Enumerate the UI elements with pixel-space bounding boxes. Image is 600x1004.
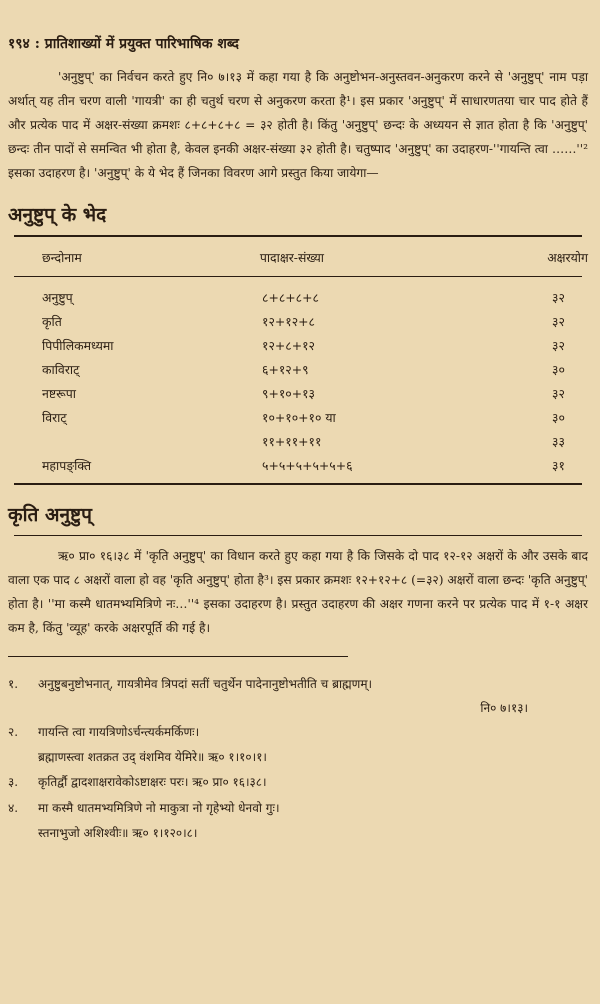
col-header-syllables: पादाक्षर-संख्या xyxy=(259,250,325,265)
footnotes xyxy=(8,671,588,845)
cell-total: ३२ xyxy=(552,385,565,401)
cell-syllables: ९+१०+१३ xyxy=(262,385,315,401)
table-bottom-rule xyxy=(14,483,582,485)
table-header-rule xyxy=(14,276,582,277)
cell-syllables: १२+१२+८ xyxy=(262,313,315,329)
footnote-text: गायन्ति त्वा गायत्रिणोऽर्चन्त्यर्कमर्किणः। xyxy=(38,725,200,739)
footnote-number: २. xyxy=(8,725,19,739)
metre-table xyxy=(8,237,588,276)
footnote-number: ४. xyxy=(8,801,19,815)
cell-name: अनुष्टुप् xyxy=(42,289,73,305)
footnote-text: मा कस्मै धातमभ्यमित्रिणे नो माकुत्रा नो गृहेभ्यो धेनवो गुः। xyxy=(38,801,280,815)
cell-total: ३१ xyxy=(552,457,565,473)
kriti-paragraph xyxy=(8,544,588,640)
intro-paragraph xyxy=(8,65,588,185)
cell-name xyxy=(8,429,242,453)
cell-name: विराट् xyxy=(42,409,67,425)
intro-text: 'अनुष्टुप्' का निर्वचन करते हुए नि० ७।१३ में कहा गया है कि अनुष्टोभन-अनुस्तवन-अनुकरण करने से 'अनुष्टुप्' नाम पड़ा अर्थात् यह तीन चरण वाली 'गायत्री' का ही चतुर्थ चरण से अनुकरण करता है¹। इस प्रकार 'अनुष्टुप्' में साधारणतया चार पाद होते हैं और प्रत्येक पाद में अक्षर-संख्या क्रमशः ८+८+८+८ = ३२ होती है। किंतु 'अनुष्टुप्' छन्दः के अध्ययन से ज्ञात होता है कि 'अनुष्टुप्' छन्दः तीन पादों से समन्वित भी होता है, केवल इनकी अक्षर-संख्या ३२ होती है। चतुष्पाद 'अनुष्टुप्' का उदाहरण-''गायन्ति त्वा ……''² इसका उदाहरण है। 'अनुष्टुप्' के ये भेद हैं जिनका विवरण आगे प्रस्तुत किया जायेगा— xyxy=(8,70,588,180)
cell-total: ३३ xyxy=(552,433,565,449)
metre-table-body xyxy=(8,285,588,477)
cell-syllables: १०+१०+१० या xyxy=(262,409,336,425)
footnote xyxy=(8,769,588,795)
cell-total: ३२ xyxy=(552,337,565,353)
col-header-total: अक्षरयोग xyxy=(547,250,588,265)
footnote xyxy=(8,719,588,745)
cell-syllables: ५+५+५+५+५+६ xyxy=(262,457,353,473)
footnote-number: १. xyxy=(8,677,19,691)
footnote xyxy=(8,795,588,821)
footnote-rule xyxy=(8,656,348,657)
table-row xyxy=(8,285,588,309)
footnote-text: अनुष्टुबनुष्टोभनात्, गायत्रीमेव त्रिपदां सतीं चतुर्थेन पादेनानुष्टोभतीति च ब्राह्मणम्। xyxy=(38,677,373,691)
table-row xyxy=(8,333,588,357)
cell-syllables: ८+८+८+८ xyxy=(262,289,319,305)
cell-total: ३२ xyxy=(552,313,565,329)
table-header-row xyxy=(8,237,588,276)
table-row xyxy=(8,405,588,429)
cell-syllables: ६+१२+९ xyxy=(262,361,309,377)
kriti-text: ऋ० प्रा० १६।३८ में 'कृति अनुष्टुप्' का विधान करते हुए कहा गया है कि जिसके दो पाद १२-१२ अक्षरों के और उसके बाद वाला एक पाद ८ अक्षरों वाला हो वह 'कृति अनुष्टुप्' होता है³। इस प्रकार क्रमशः १२+१२+८ (=३२) अक्षरों वाला छन्दः 'कृति अनुष्टुप्' होता है। ''मा कस्मै धातमभ्यमित्रिणे नः…''⁴ इसका उदाहरण है। प्रस्तुत उदाहरण की अक्षर गणना करने पर प्रत्येक पाद में १-१ अक्षर कम है, किंतु 'व्यूह' करके अक्षरपूर्ति की गई है। xyxy=(8,549,588,635)
table-row xyxy=(8,453,588,477)
section-heading-anushtup-types: अनुष्टुप् के भेद xyxy=(8,204,107,226)
cell-total: ३० xyxy=(552,361,565,377)
cell-total: ३२ xyxy=(552,289,565,305)
section-rule xyxy=(14,535,582,536)
footnote-continuation: स्तनाभुजो अशिश्वीः॥ ऋ० १।१२०।८। xyxy=(38,826,198,840)
section-heading-kriti: कृति अनुष्टुप् xyxy=(8,504,92,526)
footnote-reference: नि० ७।१३। xyxy=(480,701,528,715)
table-row xyxy=(8,429,588,453)
footnote-continuation: ब्रह्माणस्त्वा शतक्रत उद् वंशमिव येमिरे॥ ऋ० १।१०।१। xyxy=(38,750,267,764)
cell-name: पिपीलिकमध्यमा xyxy=(42,337,114,353)
cell-name: काविराट् xyxy=(42,361,80,377)
cell-name: महापङ्क्ति xyxy=(42,457,92,473)
table-row xyxy=(8,357,588,381)
footnote-number: ३. xyxy=(8,775,19,789)
cell-syllables: १२+८+१२ xyxy=(262,337,315,353)
table-row xyxy=(8,381,588,405)
footnote xyxy=(8,671,588,697)
cell-syllables: ११+११+११ xyxy=(262,433,322,449)
cell-total: ३० xyxy=(552,409,565,425)
col-header-name: छन्दोनाम xyxy=(42,250,82,265)
cell-name: नष्टरूपा xyxy=(42,385,76,401)
table-row xyxy=(8,309,588,333)
cell-name: कृति xyxy=(42,313,62,329)
footnote-text: कृतिर्द्वौ द्वादशाक्षरावेकोऽष्टाक्षरः परः। ऋ० प्रा० १६।३८। xyxy=(38,775,267,789)
running-head: १९४ : प्रातिशाख्यों में प्रयुक्त पारिभाषिक शब्द xyxy=(8,36,239,52)
